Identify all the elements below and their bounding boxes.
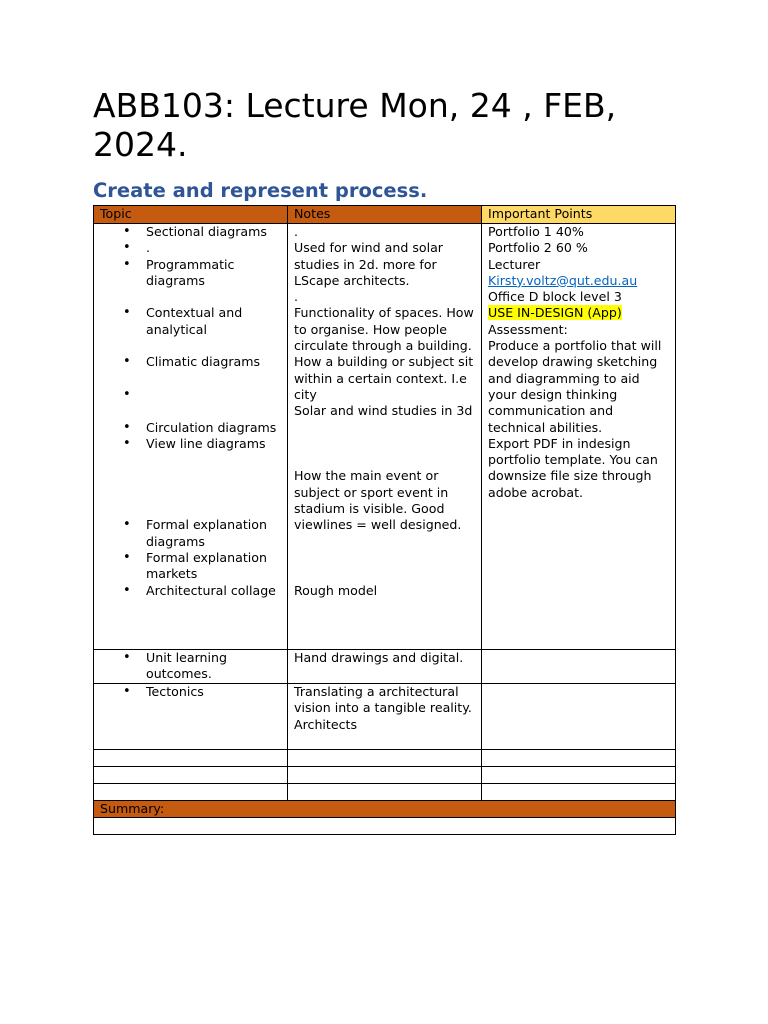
summary-content-row [94,818,676,835]
spacer [294,436,475,452]
list-item: • Climatic diagrams [146,354,281,370]
empty-cell [482,784,676,801]
summary-header-row [94,801,676,818]
list-item: • Circulation diagrams [146,420,281,436]
spacer [294,566,475,582]
spacer [294,534,475,550]
spacer [294,452,475,468]
point-line: Office D block level 3 [488,289,622,305]
spacer [294,420,475,436]
empty-cell [482,767,676,784]
point-line: Assessment: [488,321,568,337]
header-row [94,206,676,224]
spacer [146,468,281,484]
section-heading: Create and represent process. [93,179,428,202]
important-points-cell [482,684,676,750]
highlighted-note: USE IN-DESIGN (App) [488,305,622,321]
empty-cell [94,767,288,784]
page-title: ABB103: Lecture Mon, 24 , FEB, 2024. [93,86,617,164]
note-line: Used for wind and solar studies in 2d. more for LScape architects. [294,240,443,288]
empty-row [94,784,676,801]
header-topic: Topic [94,206,288,224]
table-row [94,224,676,650]
note-line: . [294,224,299,239]
notes-table [93,205,676,835]
note-line: Functionality of spaces. How to organise. How people circulate through a building. [294,305,474,354]
point-line: Portfolio 1 40% [488,224,584,239]
point-line: Export PDF in indesign portfolio template. You can downsize file size through adobe acrobat. [488,435,658,500]
topic-cell [94,684,288,750]
note-line: Solar and wind studies in 3d [294,403,473,419]
spacer [146,485,281,501]
table-row [94,650,676,684]
header-important-points: Important Points [482,206,676,224]
spacer [294,550,475,566]
empty-row [94,750,676,767]
list-item: • Architectural collage [146,583,281,599]
list-item: • Sectional diagrams [146,224,281,240]
important-points-cell [482,224,676,650]
list-item [146,387,281,403]
list-item: • Tectonics [146,684,281,700]
list-item: • Programmatic diagrams [146,257,281,290]
list-item: • Unit learning outcomes. [146,650,281,683]
header-notes: Notes [288,206,482,224]
empty-cell [94,750,288,767]
note-line: How a building or subject sit within a certain context. I.e city [294,354,474,402]
summary-content-cell [94,818,676,835]
note-line: . [294,289,299,305]
notes-cell: Hand drawings and digital. [288,650,482,684]
note-line: Rough model [294,582,378,598]
point-line: Lecturer [488,256,541,272]
notes-cell: Translating a architectural vision into a tangible reality. Architects [288,684,482,750]
lecturer-email-link[interactable]: Kirsty.voltz@qut.edu.au [488,272,638,288]
empty-cell [94,784,288,801]
empty-cell [482,750,676,767]
topic-list [100,224,281,599]
point-line: Portfolio 2 60 % [488,240,588,256]
spacer [146,452,281,468]
notes-cell [288,224,482,650]
empty-cell [288,767,482,784]
topic-cell [94,650,288,684]
topics-cell [94,224,288,650]
list-item: • View line diagrams [146,436,281,452]
summary-label: Summary: [94,801,676,818]
important-points-cell [482,650,676,684]
list-item: • Formal explanation markets [146,550,281,583]
empty-row [94,767,676,784]
table-row [94,684,676,750]
empty-cell [288,784,482,801]
note-line: How the main event or subject or sport event in stadium is visible. Good viewlines = well designed. [294,468,462,533]
list-item: • Contextual and analytical [146,305,281,338]
list-item: • . [146,240,281,256]
spacer [146,371,281,387]
spacer [146,501,281,517]
point-line: Produce a portfolio that will develop drawing sketching and diagramming to aid your design thinking communication and technical abilities. [488,338,662,435]
list-item: • Formal explanation diagrams [146,517,281,550]
empty-cell [288,750,482,767]
spacer [146,338,281,354]
spacer [146,403,281,419]
spacer [146,289,281,305]
